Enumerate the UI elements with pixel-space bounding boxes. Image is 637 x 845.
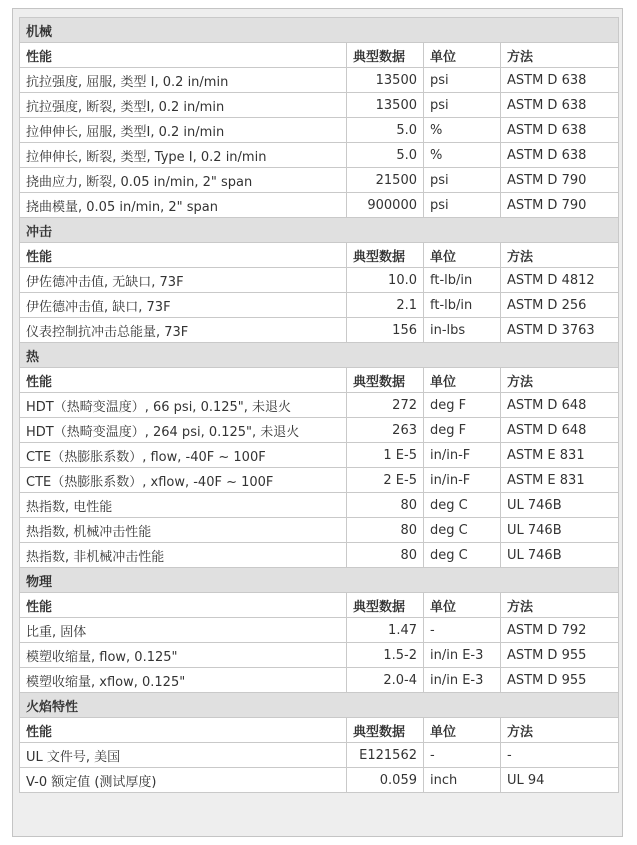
property-cell: 热指数, 非机械冲击性能 (20, 543, 347, 568)
value-cell: 5.0 (347, 143, 424, 168)
method-cell: UL 746B (501, 543, 619, 568)
property-cell: 仪表控制抗冲击总能量, 73F (20, 318, 347, 343)
section-title: 火焰特性 (20, 693, 619, 718)
column-header-method: 方法 (501, 368, 619, 393)
table-row (20, 118, 619, 143)
method-cell: UL 746B (501, 493, 619, 518)
value-cell: 156 (347, 318, 424, 343)
value-cell: 1.47 (347, 618, 424, 643)
column-header-row (20, 368, 619, 393)
unit-cell: deg C (424, 543, 501, 568)
value-cell: 13500 (347, 93, 424, 118)
method-cell: ASTM D 955 (501, 643, 619, 668)
column-header-row (20, 718, 619, 743)
property-cell: 抗拉强度, 断裂, 类型I, 0.2 in/min (20, 93, 347, 118)
unit-cell: deg F (424, 418, 501, 443)
property-cell: 热指数, 电性能 (20, 493, 347, 518)
table-row (20, 743, 619, 768)
section-title: 冲击 (20, 218, 619, 243)
column-header-value: 典型数据 (347, 593, 424, 618)
unit-cell: psi (424, 168, 501, 193)
column-header-value: 典型数据 (347, 43, 424, 68)
column-header-unit: 单位 (424, 593, 501, 618)
table-row (20, 143, 619, 168)
property-cell: V-0 额定值 (测试厚度) (20, 768, 347, 793)
column-header-method: 方法 (501, 718, 619, 743)
table-row (20, 418, 619, 443)
value-cell: 900000 (347, 193, 424, 218)
unit-cell: psi (424, 193, 501, 218)
method-cell: ASTM D 638 (501, 143, 619, 168)
method-cell: ASTM E 831 (501, 443, 619, 468)
column-header-method: 方法 (501, 593, 619, 618)
value-cell: 0.059 (347, 768, 424, 793)
method-cell: ASTM D 790 (501, 168, 619, 193)
section-header (20, 218, 619, 243)
unit-cell: in/in-F (424, 468, 501, 493)
method-cell: ASTM D 648 (501, 393, 619, 418)
method-cell: ASTM D 638 (501, 118, 619, 143)
value-cell: 80 (347, 493, 424, 518)
column-header-property: 性能 (20, 243, 347, 268)
unit-cell: in/in E-3 (424, 668, 501, 693)
unit-cell: psi (424, 93, 501, 118)
unit-cell: % (424, 143, 501, 168)
value-cell: 80 (347, 518, 424, 543)
method-cell: UL 94 (501, 768, 619, 793)
unit-cell: in/in-F (424, 443, 501, 468)
table-row (20, 618, 619, 643)
method-cell: ASTM D 4812 (501, 268, 619, 293)
table-row (20, 68, 619, 93)
spec-sheet-panel (12, 8, 623, 837)
method-cell: ASTM D 790 (501, 193, 619, 218)
property-cell: 拉伸伸长, 屈服, 类型I, 0.2 in/min (20, 118, 347, 143)
column-header-unit: 单位 (424, 43, 501, 68)
table-row (20, 668, 619, 693)
property-cell: 伊佐德冲击值, 缺口, 73F (20, 293, 347, 318)
method-cell: ASTM D 3763 (501, 318, 619, 343)
unit-cell: deg C (424, 518, 501, 543)
value-cell: E121562 (347, 743, 424, 768)
unit-cell: inch (424, 768, 501, 793)
column-header-property: 性能 (20, 593, 347, 618)
table-row (20, 643, 619, 668)
value-cell: 2.0-4 (347, 668, 424, 693)
value-cell: 13500 (347, 68, 424, 93)
section-header (20, 568, 619, 593)
property-cell: 拉伸伸长, 断裂, 类型, Type I, 0.2 in/min (20, 143, 347, 168)
unit-cell: psi (424, 68, 501, 93)
value-cell: 263 (347, 418, 424, 443)
method-cell: - (501, 743, 619, 768)
table-row (20, 543, 619, 568)
table-row (20, 93, 619, 118)
column-header-property: 性能 (20, 43, 347, 68)
section-header (20, 343, 619, 368)
column-header-unit: 单位 (424, 243, 501, 268)
column-header-row (20, 243, 619, 268)
section-header (20, 18, 619, 43)
unit-cell: - (424, 743, 501, 768)
value-cell: 80 (347, 543, 424, 568)
method-cell: ASTM D 638 (501, 68, 619, 93)
unit-cell: - (424, 618, 501, 643)
table-row (20, 768, 619, 793)
section-title: 热 (20, 343, 619, 368)
value-cell: 272 (347, 393, 424, 418)
unit-cell: deg C (424, 493, 501, 518)
method-cell: ASTM D 256 (501, 293, 619, 318)
table-row (20, 468, 619, 493)
unit-cell: % (424, 118, 501, 143)
property-cell: CTE（热膨胀系数）, xflow, -40F ~ 100F (20, 468, 347, 493)
table-row (20, 518, 619, 543)
table-row (20, 293, 619, 318)
property-cell: HDT（热畸变温度）, 66 psi, 0.125", 未退火 (20, 393, 347, 418)
method-cell: ASTM E 831 (501, 468, 619, 493)
property-cell: UL 文件号, 美国 (20, 743, 347, 768)
table-row (20, 168, 619, 193)
property-cell: 挠曲应力, 断裂, 0.05 in/min, 2" span (20, 168, 347, 193)
value-cell: 5.0 (347, 118, 424, 143)
value-cell: 2 E-5 (347, 468, 424, 493)
unit-cell: in-lbs (424, 318, 501, 343)
column-header-value: 典型数据 (347, 368, 424, 393)
property-cell: 热指数, 机械冲击性能 (20, 518, 347, 543)
column-header-unit: 单位 (424, 718, 501, 743)
property-cell: CTE（热膨胀系数）, flow, -40F ~ 100F (20, 443, 347, 468)
properties-table-body (20, 18, 619, 793)
column-header-property: 性能 (20, 718, 347, 743)
column-header-row (20, 43, 619, 68)
table-row (20, 268, 619, 293)
property-cell: 模塑收缩量, xflow, 0.125" (20, 668, 347, 693)
table-row (20, 193, 619, 218)
method-cell: UL 746B (501, 518, 619, 543)
property-cell: 抗拉强度, 屈服, 类型 I, 0.2 in/min (20, 68, 347, 93)
property-cell: 比重, 固体 (20, 618, 347, 643)
section-title: 物理 (20, 568, 619, 593)
method-cell: ASTM D 648 (501, 418, 619, 443)
column-header-property: 性能 (20, 368, 347, 393)
properties-table (19, 17, 619, 793)
value-cell: 10.0 (347, 268, 424, 293)
section-title: 机械 (20, 18, 619, 43)
value-cell: 1.5-2 (347, 643, 424, 668)
unit-cell: deg F (424, 393, 501, 418)
column-header-value: 典型数据 (347, 243, 424, 268)
method-cell: ASTM D 638 (501, 93, 619, 118)
unit-cell: in/in E-3 (424, 643, 501, 668)
property-cell: 挠曲模量, 0.05 in/min, 2" span (20, 193, 347, 218)
table-row (20, 318, 619, 343)
property-cell: HDT（热畸变温度）, 264 psi, 0.125", 未退火 (20, 418, 347, 443)
column-header-method: 方法 (501, 43, 619, 68)
table-row (20, 393, 619, 418)
unit-cell: ft-lb/in (424, 293, 501, 318)
method-cell: ASTM D 792 (501, 618, 619, 643)
column-header-method: 方法 (501, 243, 619, 268)
value-cell: 1 E-5 (347, 443, 424, 468)
column-header-value: 典型数据 (347, 718, 424, 743)
column-header-unit: 单位 (424, 368, 501, 393)
table-row (20, 443, 619, 468)
value-cell: 21500 (347, 168, 424, 193)
table-row (20, 493, 619, 518)
method-cell: ASTM D 955 (501, 668, 619, 693)
column-header-row (20, 593, 619, 618)
value-cell: 2.1 (347, 293, 424, 318)
property-cell: 伊佐德冲击值, 无缺口, 73F (20, 268, 347, 293)
section-header (20, 693, 619, 718)
unit-cell: ft-lb/in (424, 268, 501, 293)
property-cell: 模塑收缩量, flow, 0.125" (20, 643, 347, 668)
